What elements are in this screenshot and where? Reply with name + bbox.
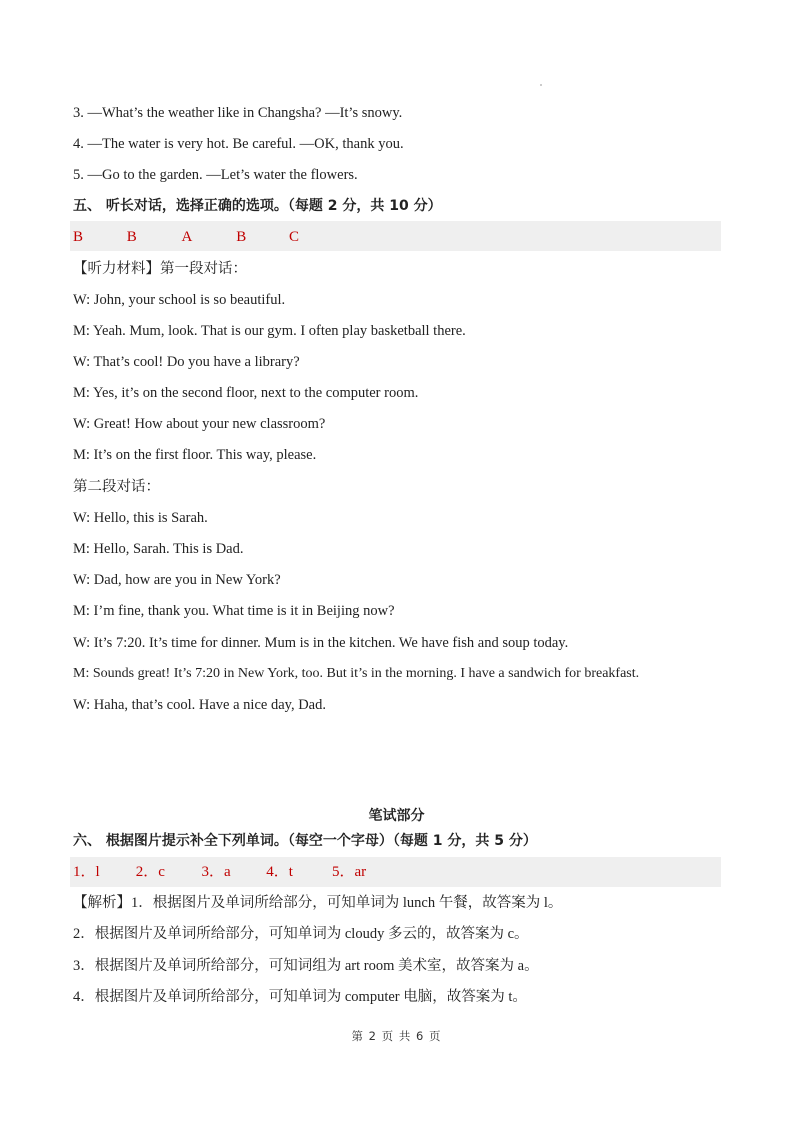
dialogue-label: 【听力材料】第一段对话：	[73, 261, 247, 277]
dialogue-line: W: Great! How about your new classroom?	[73, 416, 326, 432]
section-heading: 五、 听长对话，选择正确的选项。（每题 2 分，共 10 分）	[73, 198, 442, 214]
analysis-line: 【解析】1．根据图片及单词所给部分，可知单词为 lunch 午餐，故答案为 l。	[73, 895, 563, 911]
analysis-line: 2．根据图片及单词所给部分，可知单词为 cloudy 多云的，故答案为 c。	[73, 926, 529, 942]
dialogue-line: M: Yeah. Mum, look. That is our gym. I often play basketball there.	[73, 323, 466, 339]
answer-row	[73, 227, 299, 247]
scan-dot	[540, 84, 542, 86]
dialogue-label: 第二段对话：	[73, 479, 160, 495]
page-footer: 第 2 页 共 6 页	[351, 1029, 442, 1043]
dialogue-line: W: Dad, how are you in New York?	[73, 572, 281, 588]
written-part-title: 笔试部分	[368, 808, 425, 824]
dialogue-line: W: Haha, that’s cool. Have a nice day, Dad.	[73, 697, 326, 713]
dialogue-line: M: Yes, it’s on the second floor, next to the computer room.	[73, 385, 419, 401]
answer: 1．l	[73, 864, 100, 880]
text-line: 4. —The water is very hot. Be careful. —OK, thank you.	[73, 136, 404, 152]
text-line: 3. —What’s the weather like in Changsha? —It’s snowy.	[73, 105, 403, 121]
section-heading: 六、 根据图片提示补全下列单词。（每空一个字母）（每题 1 分，共 5 分）	[73, 833, 537, 849]
dialogue-line: W: John, your school is so beautiful.	[73, 292, 286, 308]
answer: 5．ar	[332, 864, 367, 880]
answer: 2．c	[135, 864, 165, 880]
dialogue-line: M: Hello, Sarah. This is Dad.	[73, 541, 244, 557]
dialogue-line: M: It’s on the first floor. This way, please.	[73, 447, 317, 463]
analysis-line: 4．根据图片及单词所给部分，可知单词为 computer 电脑，故答案为 t。	[73, 989, 527, 1005]
answer: A	[181, 229, 193, 245]
answer: B	[126, 229, 137, 245]
analysis-line: 3．根据图片及单词所给部分，可知词组为 art room 美术室，故答案为 a。	[73, 958, 539, 974]
answer: 4．t	[266, 864, 293, 880]
dialogue-line: M: Sounds great! It’s 7:20 in New York, too. But it’s in the morning. I have a sandwich for breakfast.	[73, 666, 640, 681]
answer: C	[289, 229, 300, 245]
dialogue-line: W: That’s cool! Do you have a library?	[73, 354, 300, 370]
dialogue-line: M: I’m fine, thank you. What time is it in Beijing now?	[73, 603, 395, 619]
answer: 3．a	[201, 864, 231, 880]
answer: B	[73, 229, 84, 245]
answer: B	[236, 229, 247, 245]
text-line: 5. —Go to the garden. —Let’s water the flowers.	[73, 167, 358, 183]
answer-row	[73, 862, 366, 882]
dialogue-line: W: Hello, this is Sarah.	[73, 510, 208, 526]
dialogue-line: W: It’s 7:20. It’s time for dinner. Mum is in the kitchen. We have fish and soup today.	[73, 635, 569, 651]
